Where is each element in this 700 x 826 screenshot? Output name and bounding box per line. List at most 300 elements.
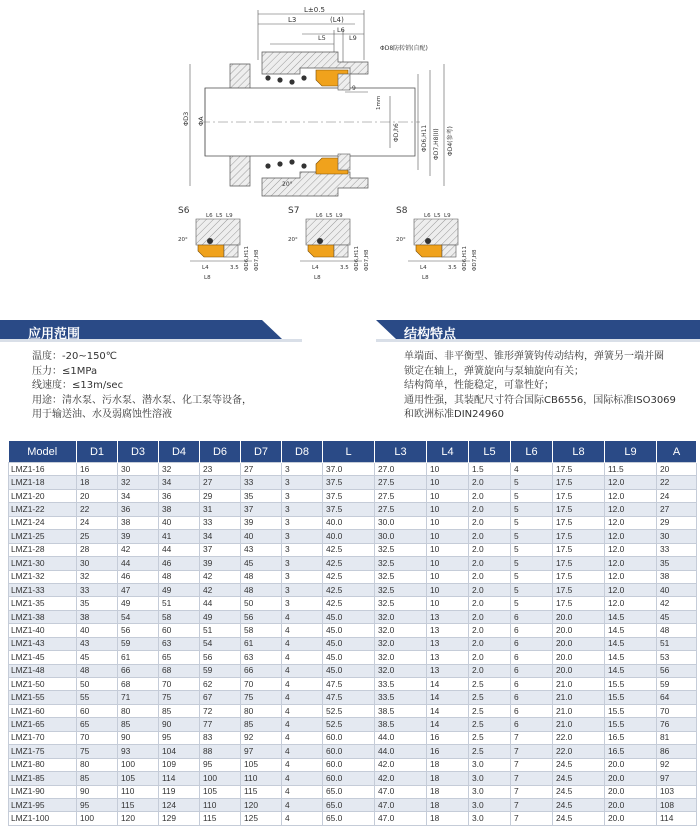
table-row	[9, 503, 697, 516]
value-cell: 80	[241, 704, 282, 717]
value-cell: 4	[282, 637, 323, 650]
value-cell: 120	[118, 812, 159, 825]
value-cell: 4	[282, 704, 323, 717]
table-row	[9, 758, 697, 771]
value-cell: 48	[159, 570, 200, 583]
value-cell: 14.5	[605, 637, 657, 650]
value-cell: 115	[241, 785, 282, 798]
value-cell: 6	[511, 678, 553, 691]
model-cell: LMZ1-35	[9, 597, 77, 610]
table-row	[9, 798, 697, 811]
value-cell: 42.5	[323, 543, 375, 556]
value-cell: 31	[200, 503, 241, 516]
value-cell: 7	[511, 731, 553, 744]
value-cell: 42.5	[323, 570, 375, 583]
value-cell: 5	[511, 543, 553, 556]
value-cell: 15.5	[605, 678, 657, 691]
value-cell: 22.0	[553, 745, 605, 758]
value-cell: 2.0	[469, 476, 511, 489]
value-cell: 37.5	[323, 489, 375, 502]
value-cell: 17.5	[553, 503, 605, 516]
value-cell: 59	[200, 664, 241, 677]
value-cell: 110	[241, 772, 282, 785]
value-cell: 38.5	[375, 718, 427, 731]
value-cell: 42	[118, 543, 159, 556]
value-cell: 12.0	[605, 597, 657, 610]
value-cell: 10	[427, 530, 469, 543]
value-cell: 54	[118, 610, 159, 623]
value-cell: 44	[200, 597, 241, 610]
detail-label: L5	[326, 213, 333, 219]
dim-9: 9	[352, 85, 356, 92]
detail-label: L8	[314, 275, 321, 281]
value-cell: 20.0	[553, 664, 605, 677]
value-cell: 56	[241, 610, 282, 623]
value-cell: 45.0	[323, 664, 375, 677]
column-header: D4	[159, 441, 200, 463]
value-cell: 85	[77, 772, 118, 785]
value-cell: 14	[427, 704, 469, 717]
dim-l: L±0.5	[304, 6, 325, 14]
value-cell: 21.0	[553, 678, 605, 691]
value-cell: 18	[427, 785, 469, 798]
value-cell: 2.0	[469, 516, 511, 529]
value-cell: 32.5	[375, 557, 427, 570]
value-cell: 7	[511, 798, 553, 811]
value-cell: 7	[511, 745, 553, 758]
table-row	[9, 570, 697, 583]
value-cell: 35	[77, 597, 118, 610]
value-cell: 2.0	[469, 530, 511, 543]
value-cell: 32.5	[375, 570, 427, 583]
value-cell: 90	[118, 731, 159, 744]
value-cell: 3	[282, 583, 323, 596]
value-cell: 16.5	[605, 745, 657, 758]
value-cell: 56	[200, 651, 241, 664]
value-cell: 22.0	[553, 731, 605, 744]
value-cell: 33	[241, 476, 282, 489]
value-cell: 105	[241, 758, 282, 771]
value-cell: 42.5	[323, 557, 375, 570]
value-cell: 80	[118, 704, 159, 717]
dim-d4-ref: ΦD4(参考)	[447, 126, 454, 156]
value-cell: 42.5	[323, 583, 375, 596]
value-cell: 27	[657, 503, 697, 516]
value-cell: 120	[241, 798, 282, 811]
value-cell: 47.5	[323, 691, 375, 704]
detail-label: L8	[422, 275, 429, 281]
value-cell: 75	[241, 691, 282, 704]
model-cell: LMZ1-28	[9, 543, 77, 556]
value-cell: 32.5	[375, 543, 427, 556]
detail-label: L5	[434, 213, 441, 219]
value-cell: 38	[657, 570, 697, 583]
value-cell: 21.0	[553, 718, 605, 731]
value-cell: 6	[511, 704, 553, 717]
value-cell: 47.5	[323, 678, 375, 691]
value-cell: 2.0	[469, 624, 511, 637]
value-cell: 20.0	[605, 758, 657, 771]
value-cell: 12.0	[605, 557, 657, 570]
value-cell: 83	[200, 731, 241, 744]
dim-d6-h11: ΦD6,H11	[421, 124, 428, 152]
applications-line: 用于输送油、水及弱腐蚀性溶液	[32, 409, 172, 420]
value-cell: 40	[77, 624, 118, 637]
value-cell: 75	[159, 691, 200, 704]
value-cell: 3	[282, 557, 323, 570]
value-cell: 59	[118, 637, 159, 650]
value-cell: 4	[511, 463, 553, 476]
value-cell: 88	[200, 745, 241, 758]
value-cell: 13	[427, 651, 469, 664]
value-cell: 5	[511, 570, 553, 583]
value-cell: 34	[159, 476, 200, 489]
value-cell: 58	[241, 624, 282, 637]
features-line: 单端面、非平衡型、锥形弹簧钩传动结构，弹簧另一端并圈	[404, 351, 664, 362]
value-cell: 60	[77, 704, 118, 717]
value-cell: 35	[657, 557, 697, 570]
column-header: L9	[605, 441, 657, 463]
value-cell: 43	[241, 543, 282, 556]
value-cell: 32	[159, 463, 200, 476]
column-header: Model	[9, 441, 77, 463]
value-cell: 68	[118, 678, 159, 691]
value-cell: 36	[159, 489, 200, 502]
value-cell: 10	[427, 583, 469, 596]
value-cell: 45	[77, 651, 118, 664]
model-cell: LMZ1-90	[9, 785, 77, 798]
value-cell: 42	[200, 583, 241, 596]
value-cell: 18	[427, 812, 469, 825]
value-cell: 20.0	[553, 610, 605, 623]
value-cell: 10	[427, 463, 469, 476]
value-cell: 119	[159, 785, 200, 798]
value-cell: 10	[427, 557, 469, 570]
value-cell: 10	[427, 597, 469, 610]
value-cell: 27.0	[375, 463, 427, 476]
value-cell: 15.5	[605, 704, 657, 717]
dim-d7-h8: ΦD7,H8(II)	[433, 128, 440, 160]
column-header: L6	[511, 441, 553, 463]
table-row	[9, 731, 697, 744]
value-cell: 14	[427, 691, 469, 704]
detail-label: L8	[204, 275, 211, 281]
features-text	[404, 350, 676, 423]
value-cell: 40	[159, 516, 200, 529]
value-cell: 13	[427, 624, 469, 637]
value-cell: 16	[77, 463, 118, 476]
value-cell: 76	[657, 718, 697, 731]
table-row	[9, 610, 697, 623]
value-cell: 3	[282, 463, 323, 476]
value-cell: 16	[427, 745, 469, 758]
value-cell: 85	[159, 704, 200, 717]
value-cell: 13	[427, 664, 469, 677]
applications-line: 线速度：≤13m/sec	[32, 380, 124, 391]
value-cell: 24.5	[553, 758, 605, 771]
value-cell: 24	[77, 516, 118, 529]
value-cell: 124	[159, 798, 200, 811]
value-cell: 4	[282, 798, 323, 811]
value-cell: 2.0	[469, 543, 511, 556]
value-cell: 38	[159, 503, 200, 516]
value-cell: 10	[427, 516, 469, 529]
value-cell: 3	[282, 597, 323, 610]
value-cell: 108	[657, 798, 697, 811]
model-cell: LMZ1-50	[9, 678, 77, 691]
value-cell: 16	[427, 731, 469, 744]
column-header: L4	[427, 441, 469, 463]
table-row	[9, 745, 697, 758]
value-cell: 17.5	[553, 530, 605, 543]
value-cell: 32.0	[375, 610, 427, 623]
value-cell: 37.0	[323, 463, 375, 476]
value-cell: 34	[200, 530, 241, 543]
value-cell: 14	[427, 678, 469, 691]
value-cell: 20.0	[553, 624, 605, 637]
value-cell: 3	[282, 516, 323, 529]
value-cell: 60.0	[323, 758, 375, 771]
value-cell: 50	[77, 678, 118, 691]
value-cell: 66	[118, 664, 159, 677]
value-cell: 104	[159, 745, 200, 758]
value-cell: 2.0	[469, 637, 511, 650]
value-cell: 24.5	[553, 772, 605, 785]
value-cell: 65.0	[323, 798, 375, 811]
value-cell: 33	[77, 583, 118, 596]
value-cell: 62	[200, 678, 241, 691]
value-cell: 33	[657, 543, 697, 556]
detail-title: S6	[178, 206, 190, 216]
value-cell: 39	[118, 530, 159, 543]
model-cell: LMZ1-65	[9, 718, 77, 731]
value-cell: 72	[200, 704, 241, 717]
detail-label: L4	[312, 265, 319, 271]
value-cell: 14.5	[605, 664, 657, 677]
value-cell: 5	[511, 516, 553, 529]
value-cell: 37.5	[323, 476, 375, 489]
value-cell: 105	[118, 772, 159, 785]
value-cell: 5	[511, 530, 553, 543]
table-row	[9, 772, 697, 785]
table-row	[9, 691, 697, 704]
value-cell: 56	[118, 624, 159, 637]
main-seal-drawing	[182, 6, 454, 196]
pin-note: ΦD8防转销(自配)	[380, 45, 428, 52]
model-cell: LMZ1-45	[9, 651, 77, 664]
value-cell: 38	[77, 610, 118, 623]
model-cell: LMZ1-20	[9, 489, 77, 502]
features-title: 结构特点	[404, 327, 457, 342]
value-cell: 42.5	[323, 597, 375, 610]
value-cell: 18	[427, 758, 469, 771]
value-cell: 70	[77, 731, 118, 744]
value-cell: 2.5	[469, 678, 511, 691]
value-cell: 2.0	[469, 557, 511, 570]
value-cell: 32.0	[375, 637, 427, 650]
value-cell: 68	[159, 664, 200, 677]
value-cell: 41	[159, 530, 200, 543]
value-cell: 4	[282, 772, 323, 785]
value-cell: 20.0	[553, 637, 605, 650]
dim-a: ΦA	[197, 116, 205, 126]
value-cell: 18	[427, 772, 469, 785]
value-cell: 4	[282, 610, 323, 623]
detail-label: L4	[202, 265, 209, 271]
value-cell: 12.0	[605, 489, 657, 502]
value-cell: 65	[77, 718, 118, 731]
value-cell: 10	[427, 570, 469, 583]
model-cell: LMZ1-70	[9, 731, 77, 744]
value-cell: 12.0	[605, 516, 657, 529]
dim-d-h6: ΦD,h6	[393, 123, 400, 142]
value-cell: 51	[200, 624, 241, 637]
value-cell: 6	[511, 624, 553, 637]
value-cell: 42	[200, 570, 241, 583]
value-cell: 46	[118, 570, 159, 583]
value-cell: 13	[427, 637, 469, 650]
value-cell: 5	[511, 583, 553, 596]
value-cell: 4	[282, 731, 323, 744]
value-cell: 22	[657, 476, 697, 489]
detail-label: ΦD7,H8	[364, 249, 370, 271]
table-row	[9, 637, 697, 650]
value-cell: 33	[200, 516, 241, 529]
value-cell: 6	[511, 664, 553, 677]
value-cell: 17.5	[553, 583, 605, 596]
value-cell: 85	[118, 718, 159, 731]
value-cell: 90	[159, 718, 200, 731]
detail-s8	[396, 206, 478, 281]
value-cell: 20.0	[605, 812, 657, 825]
column-header: L5	[469, 441, 511, 463]
value-cell: 42.0	[375, 758, 427, 771]
value-cell: 23	[200, 463, 241, 476]
value-cell: 114	[159, 772, 200, 785]
value-cell: 15.5	[605, 691, 657, 704]
value-cell: 60.0	[323, 745, 375, 758]
features-line: 锁定在轴上，弹簧旋向与泵轴旋向有关；	[404, 365, 584, 377]
applications-line: 压力：≤1MPa	[32, 365, 98, 377]
value-cell: 70	[241, 678, 282, 691]
detail-label: L9	[336, 213, 343, 219]
value-cell: 10	[427, 476, 469, 489]
detail-s7	[288, 206, 370, 281]
value-cell: 10	[427, 543, 469, 556]
value-cell: 56	[657, 664, 697, 677]
value-cell: 61	[118, 651, 159, 664]
value-cell: 12.0	[605, 530, 657, 543]
value-cell: 39	[200, 557, 241, 570]
value-cell: 2.0	[469, 664, 511, 677]
value-cell: 47	[118, 583, 159, 596]
table-row	[9, 812, 697, 825]
model-cell: LMZ1-16	[9, 463, 77, 476]
value-cell: 103	[657, 785, 697, 798]
applications-line: 用途：清水泵、污水泵、潜水泵、化工泵等设备，	[32, 394, 252, 406]
value-cell: 27.5	[375, 476, 427, 489]
value-cell: 93	[118, 745, 159, 758]
value-cell: 3	[282, 489, 323, 502]
value-cell: 12.0	[605, 543, 657, 556]
table-row	[9, 785, 697, 798]
detail-label: 20°	[178, 237, 188, 243]
value-cell: 32.5	[375, 583, 427, 596]
value-cell: 2.0	[469, 503, 511, 516]
value-cell: 27.5	[375, 489, 427, 502]
value-cell: 48	[241, 583, 282, 596]
value-cell: 3.0	[469, 812, 511, 825]
value-cell: 24.5	[553, 812, 605, 825]
value-cell: 14.5	[605, 651, 657, 664]
value-cell: 37.5	[323, 503, 375, 516]
value-cell: 2.0	[469, 597, 511, 610]
value-cell: 30	[657, 530, 697, 543]
value-cell: 2.0	[469, 651, 511, 664]
model-cell: LMZ1-40	[9, 624, 77, 637]
value-cell: 2.0	[469, 583, 511, 596]
value-cell: 65.0	[323, 812, 375, 825]
model-cell: LMZ1-38	[9, 610, 77, 623]
dim-l6: L6	[337, 26, 345, 34]
value-cell: 3.0	[469, 785, 511, 798]
detail-label: ΦD7,H8	[254, 249, 260, 271]
value-cell: 129	[159, 812, 200, 825]
value-cell: 60.0	[323, 772, 375, 785]
value-cell: 4	[282, 691, 323, 704]
value-cell: 1.5	[469, 463, 511, 476]
value-cell: 4	[282, 785, 323, 798]
value-cell: 63	[159, 637, 200, 650]
value-cell: 38	[118, 516, 159, 529]
dim-d3: ΦD3	[182, 111, 190, 126]
value-cell: 4	[282, 812, 323, 825]
value-cell: 12.0	[605, 570, 657, 583]
value-cell: 29	[200, 489, 241, 502]
table-row	[9, 463, 697, 476]
value-cell: 115	[200, 812, 241, 825]
value-cell: 5	[511, 557, 553, 570]
value-cell: 11.5	[605, 463, 657, 476]
table-row	[9, 597, 697, 610]
value-cell: 12.0	[605, 476, 657, 489]
value-cell: 39	[241, 516, 282, 529]
value-cell: 20.0	[605, 785, 657, 798]
value-cell: 110	[118, 785, 159, 798]
value-cell: 3	[282, 476, 323, 489]
value-cell: 2.5	[469, 704, 511, 717]
value-cell: 45	[241, 557, 282, 570]
value-cell: 12.0	[605, 583, 657, 596]
column-header: D1	[77, 441, 118, 463]
value-cell: 17.5	[553, 597, 605, 610]
column-header: L3	[375, 441, 427, 463]
value-cell: 43	[77, 637, 118, 650]
table-row	[9, 489, 697, 502]
value-cell: 70	[657, 704, 697, 717]
spec-table	[8, 441, 697, 826]
value-cell: 17.5	[553, 489, 605, 502]
value-cell: 32.0	[375, 664, 427, 677]
value-cell: 97	[657, 772, 697, 785]
value-cell: 49	[159, 583, 200, 596]
value-cell: 4	[282, 678, 323, 691]
table-row	[9, 543, 697, 556]
value-cell: 2.5	[469, 731, 511, 744]
value-cell: 7	[511, 758, 553, 771]
value-cell: 30.0	[375, 516, 427, 529]
value-cell: 5	[511, 489, 553, 502]
